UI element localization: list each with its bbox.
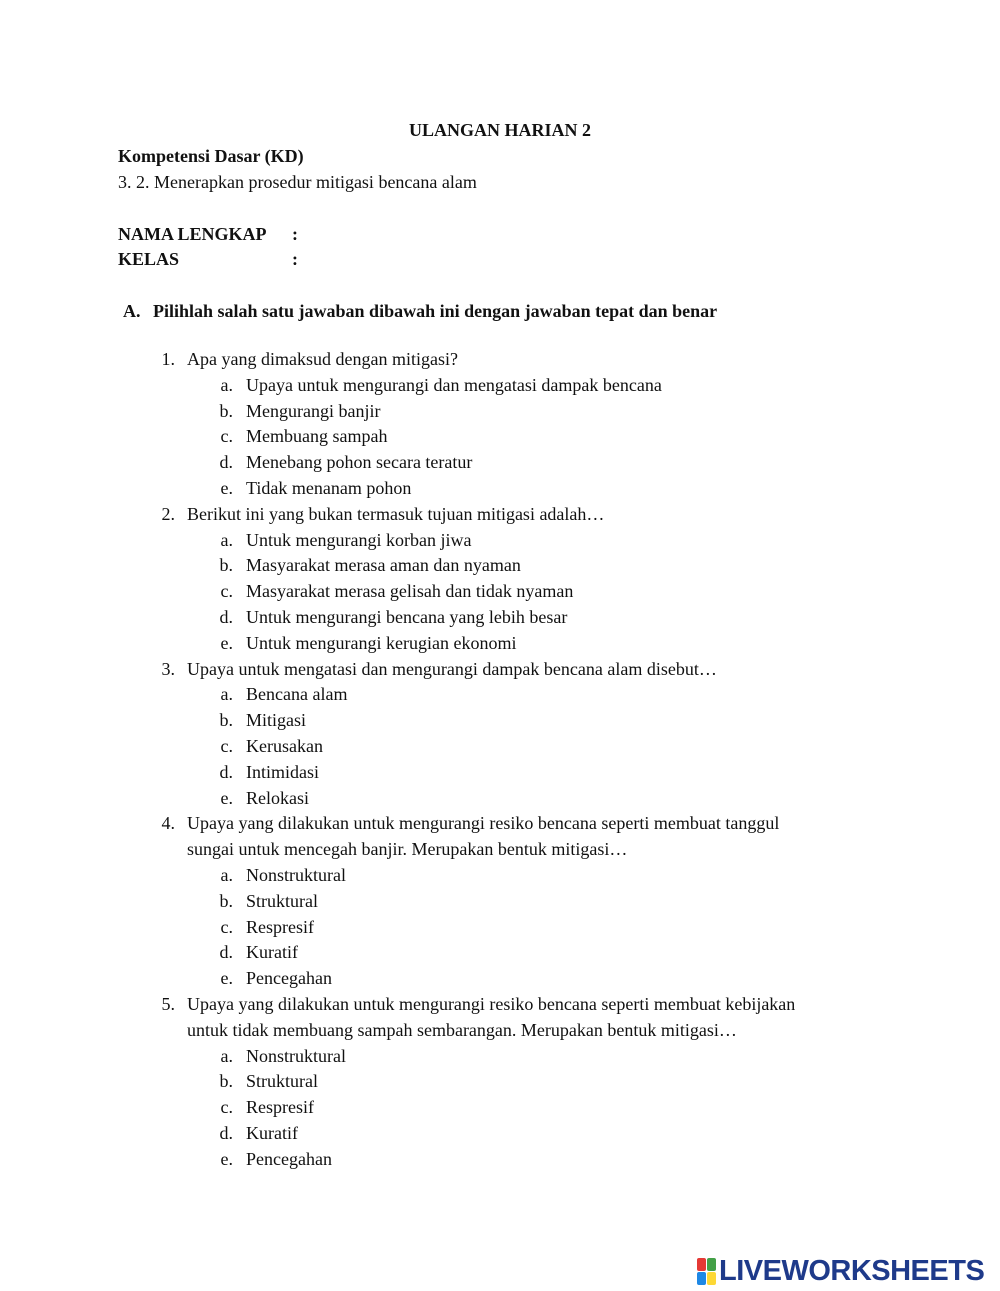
logo-tile <box>697 1272 706 1285</box>
option-letter: e. <box>220 478 233 498</box>
option-letter: c. <box>220 1097 233 1117</box>
logo-grid-icon <box>697 1258 716 1285</box>
option-text: Mitigasi <box>246 710 307 730</box>
question-number: 3. <box>161 659 175 679</box>
option-text: Menebang pohon secara teratur <box>246 452 473 472</box>
option-letter: e. <box>220 1149 233 1169</box>
option-letter: e. <box>220 968 233 988</box>
option-letter: d. <box>219 942 233 962</box>
option-text: Relokasi <box>246 788 309 808</box>
question-text: Upaya yang dilakukan untuk mengurangi resiko bencana seperti membuat kebijakan <box>187 994 796 1014</box>
option-text: Nonstruktural <box>246 1046 346 1066</box>
option-letter: c. <box>220 736 233 756</box>
option-text: Pencegahan <box>246 1149 332 1169</box>
kd-heading: Kompetensi Dasar (KD) <box>118 146 304 166</box>
logo-text: LIVEWORKSHEETS <box>719 1255 985 1287</box>
option-letter: a. <box>220 375 233 395</box>
question-number: 2. <box>161 504 175 524</box>
option-text: Kuratif <box>246 1123 298 1143</box>
option-letter: a. <box>220 865 233 885</box>
option-text: Respresif <box>246 917 314 937</box>
option-text: Masyarakat merasa aman dan nyaman <box>246 555 521 575</box>
kd-text: 3. 2. Menerapkan prosedur mitigasi bencana alam <box>118 172 477 192</box>
option-text: Struktural <box>246 891 318 911</box>
field-label-kelas: KELAS <box>118 249 180 269</box>
option-text: Nonstruktural <box>246 865 346 885</box>
option-text: Masyarakat merasa gelisah dan tidak nyaman <box>246 581 574 601</box>
option-text: Struktural <box>246 1071 318 1091</box>
option-letter: c. <box>220 426 233 446</box>
option-text: Mengurangi banjir <box>246 401 381 421</box>
option-letter: e. <box>220 633 233 653</box>
question-number: 5. <box>161 994 175 1014</box>
logo-tile <box>707 1258 716 1271</box>
logo-tile <box>697 1258 706 1271</box>
question-text: sungai untuk mencegah banjir. Merupakan bentuk mitigasi… <box>187 839 628 859</box>
question-text: untuk tidak membuang sampah sembarangan. Merupakan bentuk mitigasi… <box>187 1020 737 1040</box>
option-text: Membuang sampah <box>246 426 388 446</box>
question-text: Apa yang dimaksud dengan mitigasi? <box>187 349 458 369</box>
option-letter: e. <box>220 788 233 808</box>
option-text: Untuk mengurangi korban jiwa <box>246 530 472 550</box>
field-colon-kelas: : <box>292 249 298 269</box>
option-letter: b. <box>219 1071 233 1091</box>
section-heading: Pilihlah salah satu jawaban dibawah ini dengan jawaban tepat dan benar <box>153 301 718 321</box>
option-letter: a. <box>220 1046 233 1066</box>
option-text: Untuk mengurangi kerugian ekonomi <box>246 633 517 653</box>
option-text: Bencana alam <box>246 684 348 704</box>
option-letter: d. <box>219 607 233 627</box>
page-title: ULANGAN HARIAN 2 <box>408 120 591 140</box>
option-letter: b. <box>219 891 233 911</box>
option-text: Tidak menanam pohon <box>246 478 412 498</box>
liveworksheets-logo <box>697 1256 984 1286</box>
option-letter: c. <box>220 581 233 601</box>
field-label-nama: NAMA LENGKAP <box>118 224 267 244</box>
question-number: 1. <box>161 349 175 369</box>
option-text: Intimidasi <box>246 762 319 782</box>
question-text: Upaya untuk mengatasi dan mengurangi dampak bencana alam disebut… <box>187 659 717 679</box>
question-text: Upaya yang dilakukan untuk mengurangi resiko bencana seperti membuat tanggul <box>187 813 780 833</box>
option-letter: d. <box>219 762 233 782</box>
option-letter: a. <box>220 684 233 704</box>
option-letter: b. <box>219 555 233 575</box>
option-text: Kerusakan <box>246 736 323 756</box>
field-colon-nama: : <box>292 224 298 244</box>
section-marker: A. <box>123 301 141 321</box>
option-letter: c. <box>220 917 233 937</box>
option-text: Pencegahan <box>246 968 332 988</box>
option-letter: b. <box>219 710 233 730</box>
question-number: 4. <box>161 813 175 833</box>
option-text: Upaya untuk mengurangi dan mengatasi dampak bencana <box>246 375 662 395</box>
option-letter: a. <box>220 530 233 550</box>
option-text: Respresif <box>246 1097 314 1117</box>
option-letter: b. <box>219 401 233 421</box>
question-text: Berikut ini yang bukan termasuk tujuan mitigasi adalah… <box>187 504 605 524</box>
option-letter: d. <box>219 1123 233 1143</box>
option-letter: d. <box>219 452 233 472</box>
option-text: Kuratif <box>246 942 298 962</box>
option-text: Untuk mengurangi bencana yang lebih besar <box>246 607 568 627</box>
logo-tile <box>707 1272 716 1285</box>
